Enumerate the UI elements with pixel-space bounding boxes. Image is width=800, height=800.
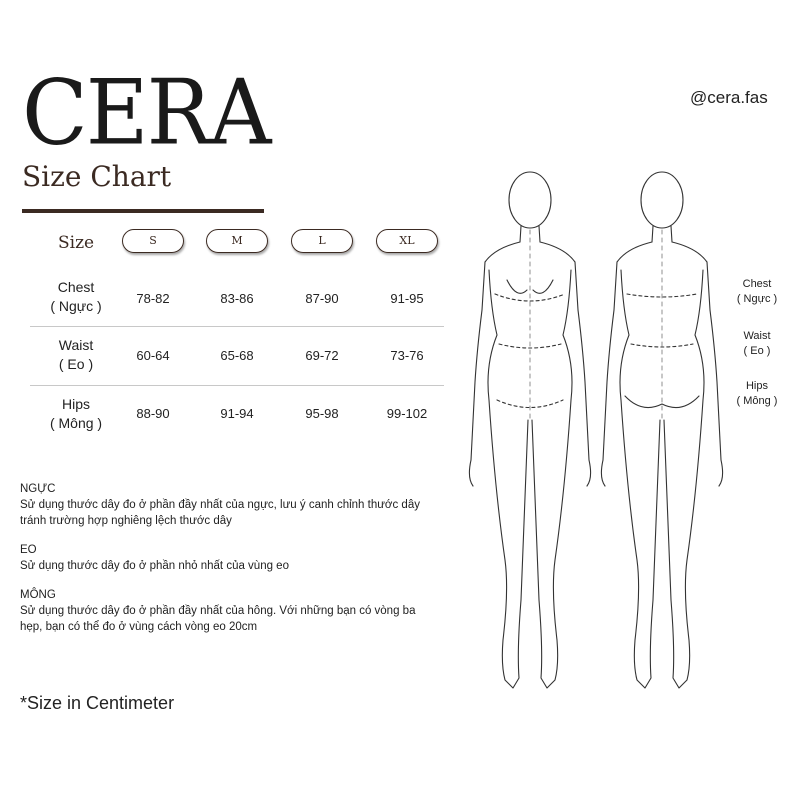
row-label-main: Chest [57, 279, 95, 295]
row-label-main: Waist [58, 337, 94, 353]
side-label-waist [726, 329, 788, 359]
table-cell: 99-102 [386, 406, 428, 421]
side-label-main: Hips [745, 380, 768, 392]
row-label-main: Hips [61, 396, 90, 412]
front-figure [469, 172, 590, 688]
table-cell: 65-68 [220, 348, 254, 363]
row-label-sub: ( Eo ) [58, 356, 94, 372]
note-line: Sử dụng thước dây đo ở phần đầy nhất của hông. Với những bạn có vòng ba [20, 605, 416, 617]
table-cell: 78-82 [136, 291, 170, 306]
note-chest [20, 481, 460, 529]
table-cell: 91-94 [220, 406, 254, 421]
table-cell: 91-95 [390, 291, 424, 306]
row-label-sub: ( Mông ) [49, 415, 103, 431]
side-label-chest [726, 277, 788, 307]
table-cell: 95-98 [305, 406, 339, 421]
note-line: tránh trường hợp nghiêng lệch thước dây [20, 515, 232, 527]
size-pill-xl: XL [376, 229, 438, 253]
row-divider [30, 385, 444, 386]
size-pill-l: L [291, 229, 353, 253]
row-label-waist [28, 336, 124, 374]
note-waist [20, 542, 460, 574]
row-label-hips [28, 395, 124, 433]
row-label-sub: ( Ngực ) [50, 298, 102, 314]
table-cell: 83-86 [220, 291, 254, 306]
title-divider [22, 209, 264, 213]
table-cell: 87-90 [305, 291, 339, 306]
note-title: NGỰC [20, 483, 56, 495]
note-line: Sử dụng thước dây đo ở phần nhỏ nhất của vùng eo [20, 560, 289, 572]
note-line: hẹp, bạn có thể đo ở vùng cách vòng eo 20cm [20, 621, 258, 633]
note-line: Sử dụng thước dây đo ở phần đầy nhất của ngực, lưu ý canh chỉnh thước dây [20, 499, 420, 511]
page-title: Size Chart [22, 160, 172, 193]
size-pill-s: S [122, 229, 184, 253]
brand-logo: CERA [22, 60, 270, 166]
back-figure [601, 172, 722, 688]
size-pill-m: M [206, 229, 268, 253]
side-label-sub: ( Mông ) [736, 395, 778, 407]
note-title: MÔNG [20, 589, 56, 601]
side-label-main: Waist [743, 330, 771, 342]
table-cell: 60-64 [136, 348, 170, 363]
note-hips [20, 587, 460, 635]
table-cell: 88-90 [136, 406, 170, 421]
unit-footnote: *Size in Centimeter [20, 693, 175, 713]
table-cell: 69-72 [305, 348, 339, 363]
table-cell: 73-76 [390, 348, 424, 363]
social-handle: @cera.fas [690, 88, 768, 107]
body-measurement-illustration [455, 160, 725, 720]
side-label-sub: ( Eo ) [743, 345, 771, 357]
side-label-sub: ( Ngực ) [736, 293, 778, 305]
row-divider [30, 326, 444, 327]
side-label-main: Chest [742, 278, 772, 290]
side-label-hips [726, 379, 788, 409]
note-title: EO [20, 544, 37, 556]
size-header-label: Size [58, 233, 95, 253]
row-label-chest [28, 278, 124, 316]
